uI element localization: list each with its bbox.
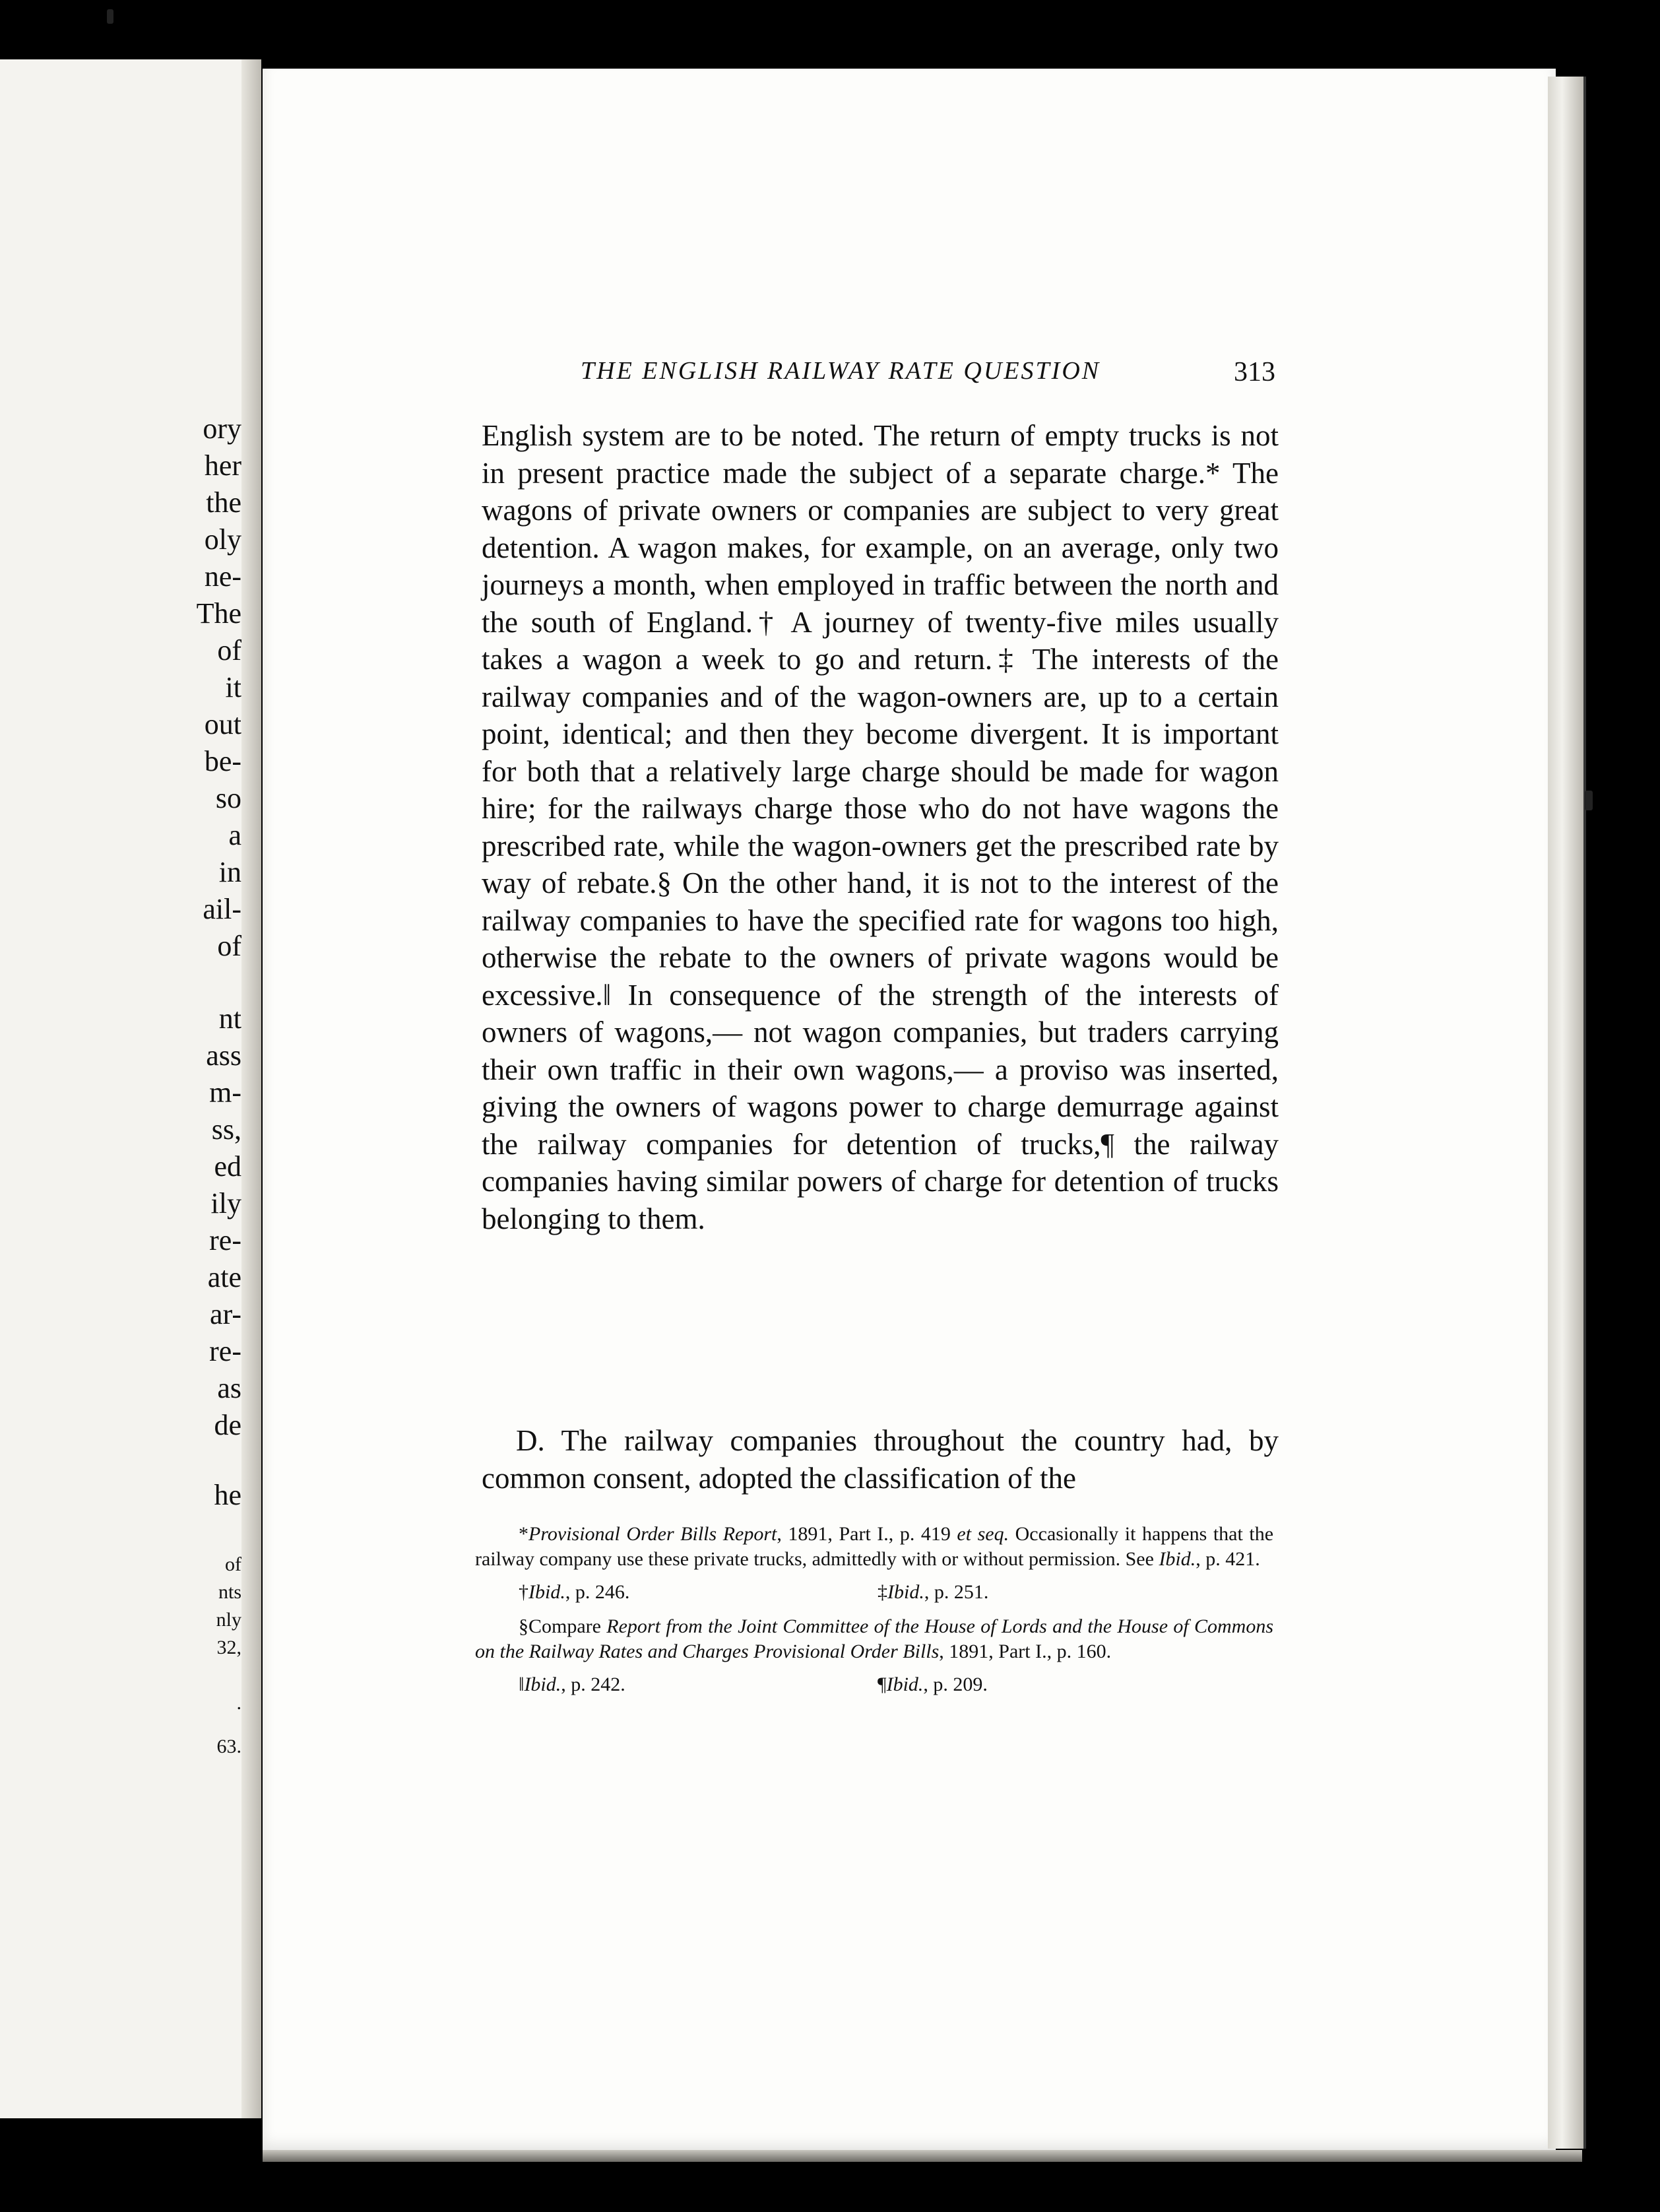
left-page-fragment: of — [225, 1553, 241, 1575]
left-page-fragment: ate — [207, 1261, 241, 1293]
footnote-text: , 1891, Part I., p. 160. — [939, 1641, 1112, 1662]
footnote-mark: * — [519, 1523, 528, 1545]
left-page-fragment: ne- — [204, 560, 241, 593]
footnote-text: , 1891, Part I., p. 419 — [777, 1523, 957, 1545]
left-page-fragment: in — [218, 856, 241, 888]
book-gutter — [241, 59, 261, 2118]
left-page-fragment: re- — [209, 1335, 241, 1367]
page-number: 313 — [1234, 357, 1275, 387]
footnote-3 — [871, 1580, 1273, 1605]
left-page-fragment: ail- — [203, 893, 241, 925]
left-page-fragment: 63. — [216, 1736, 241, 1757]
footnote-5 — [475, 1672, 871, 1697]
left-page-fragment: of — [217, 634, 241, 667]
footnote-text: Ibid. — [1159, 1548, 1196, 1570]
left-page-fragment: her — [204, 449, 241, 482]
left-page-fragment: of — [217, 930, 241, 962]
body-paragraph-2 — [482, 1422, 1279, 1497]
paragraph-text: English system are to be noted. The return of empty trucks is not in present practice made the subject of a separate charge.* The wagons of private owners or companies are subject to very great detention. A wagon makes, for example, on an average, only two journeys a month, when employed in traffic between the north and the south of England.† A journey of twenty-five miles usually takes a wagon a week to go and return.‡ The interests of the railway companies and of the wagon-owners are, up to a certain point, identical; and then they become divergent. It is important for both that a relatively large charge should be made for wagon hire; for the railways charge those who do not have wagons the prescribed rate, while the wagon-owners get the prescribed rate by way of rebate.§ On the other hand, it is not to the interest of the railway companies to have the specified rate for wagons too high, otherwise the rebate to the owners of private wagons would be excessive.‖ In consequence of the strength of the interests of owners of wagons,— not wagon companies, but traders carrying their own traffic in their own wagons,— a proviso was inserted, giving the owners of wagons power to charge demurrage against the railway companies for detention of trucks,¶ the railway companies having similar powers of charge for detention of trucks belonging to them. — [482, 419, 1279, 1235]
footnote-2 — [475, 1580, 871, 1605]
left-page-fragment: ory — [203, 412, 241, 445]
footnote-row — [475, 1672, 1273, 1697]
footnote-mark: ‖ — [519, 1674, 525, 1695]
left-page-fragment: nts — [218, 1581, 241, 1603]
left-page-fragment: . — [236, 1692, 241, 1714]
left-page-fragment: out — [204, 708, 241, 740]
footnote-6 — [871, 1672, 1273, 1697]
left-page-fragment: oly — [204, 523, 241, 556]
left-page-fragment: be- — [204, 745, 241, 777]
footnote-mark: § — [519, 1615, 528, 1637]
left-page-fragment: as — [217, 1372, 241, 1404]
footnotes — [475, 1522, 1273, 1697]
scan-speck — [107, 9, 113, 24]
footnote-text: Compare — [528, 1615, 607, 1637]
left-page-fragment: ily — [210, 1187, 241, 1220]
footnote-title: Provisional Order Bills Report — [528, 1523, 777, 1545]
left-page-fragment: m- — [209, 1076, 241, 1109]
page-edge — [1548, 77, 1586, 2149]
left-page-fragment: nt — [218, 1002, 241, 1035]
footnote-text: Ibid. — [524, 1674, 561, 1695]
left-page-fragment: de — [214, 1409, 241, 1441]
footnote-title: Report from the Joint Committee of the House of Lords and the House of Commons on the Railway Rates and Charges Provisional Order Bills — [475, 1615, 1274, 1662]
running-head: THE ENGLISH RAILWAY RATE QUESTION — [581, 357, 1101, 385]
footnote-text: , p. 251. — [924, 1581, 989, 1603]
footnote-text: Occasionally it happens that the railway company use these private trucks, admittedly with or without permission. See — [475, 1523, 1274, 1570]
left-page-fragment: the — [206, 486, 241, 519]
left-page-fragment: re- — [209, 1224, 241, 1256]
left-page-fragment: a — [228, 819, 241, 851]
left-page-fragment: nly — [216, 1609, 241, 1631]
footnote-text: , p. 209. — [923, 1674, 988, 1695]
scan-speck — [1585, 791, 1593, 810]
footnote-text: Ibid. — [528, 1581, 565, 1603]
left-page-fragment: 32, — [216, 1637, 241, 1658]
footnote-text: , p. 421. — [1196, 1548, 1260, 1570]
left-page-fragment: ss, — [211, 1113, 241, 1146]
page-bottom-edge — [263, 2150, 1582, 2162]
left-page-fragment: ar- — [210, 1298, 241, 1330]
footnote-text: , p. 246. — [565, 1581, 630, 1603]
left-page-fragment: he — [214, 1479, 241, 1511]
footnote-mark: ‡ — [878, 1581, 887, 1603]
footnote-row — [475, 1580, 1273, 1605]
left-page-fragment: ass — [206, 1039, 241, 1072]
footnote-mark: ¶ — [878, 1674, 887, 1695]
footnote-text: Ibid. — [886, 1674, 924, 1695]
footnote-text: Ibid. — [887, 1581, 924, 1603]
footnote-1 — [475, 1522, 1273, 1572]
left-page-fragment: The — [196, 597, 241, 630]
paragraph-text: D. The railway companies throughout the country had, by common consent, adopted the classification of the — [482, 1424, 1279, 1495]
footnote-4 — [475, 1614, 1273, 1664]
left-page-fragment: ed — [214, 1150, 241, 1183]
left-page-fragment: it — [225, 671, 241, 703]
footnote-mark: † — [519, 1581, 528, 1603]
footnote-text: et seq. — [957, 1523, 1009, 1545]
footnote-text: , p. 242. — [561, 1674, 625, 1695]
left-page-fragment: so — [215, 782, 241, 814]
body-paragraph-1 — [482, 417, 1279, 1237]
